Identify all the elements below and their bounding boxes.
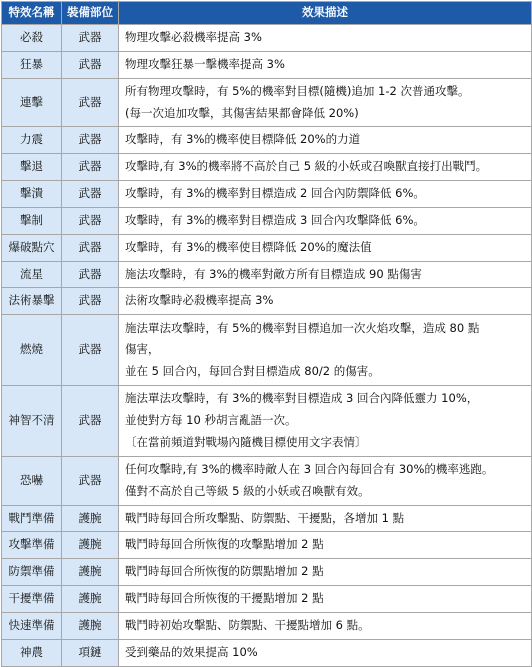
effect-name-cell: 爆破點穴	[2, 234, 62, 261]
equip-slot-cell: 武器	[62, 25, 119, 52]
effect-description-line: 物理攻擊狂暴一擊機率提高 3%	[125, 56, 285, 71]
effect-name-cell: 流星	[2, 261, 62, 288]
effect-description-line: 施法單法攻擊時，有 5%的機率對目標追加一次火焰攻擊，造成 80 點	[125, 320, 480, 335]
effect-name-cell: 擊退	[2, 154, 62, 181]
table-row	[2, 25, 532, 52]
effect-description-line: 攻擊時，有 3%的機率使目標降低 20%的力道	[125, 132, 361, 147]
effect-description-line: 攻擊時，有 3%的機率對目標造成 3 回合內攻擊降低 6%。	[125, 212, 425, 227]
equip-slot-cell: 護腕	[62, 612, 119, 639]
effect-description-cell	[119, 456, 532, 505]
equip-slot-cell: 武器	[62, 207, 119, 234]
equip-slot-cell: 護腕	[62, 505, 119, 532]
table-row	[2, 315, 532, 386]
effect-description-cell	[119, 78, 532, 127]
effect-description-cell	[119, 25, 532, 52]
table-row	[2, 386, 532, 457]
effect-description-cell	[119, 612, 532, 639]
table-row	[2, 505, 532, 532]
effect-description-cell	[119, 51, 532, 78]
table-row	[2, 559, 532, 586]
effect-description-cell	[119, 639, 532, 666]
effect-name-cell: 狂暴	[2, 51, 62, 78]
table-row	[2, 639, 532, 666]
effect-name-cell: 擊潰	[2, 181, 62, 208]
equip-slot-cell: 武器	[62, 78, 119, 127]
effect-description-cell	[119, 181, 532, 208]
effect-name-cell: 干擾準備	[2, 586, 62, 613]
equip-slot-cell: 武器	[62, 456, 119, 505]
effect-description-line: 僅對不高於自己等級 5 級的小妖或召喚獸有效。	[125, 483, 370, 498]
effect-description-line: 攻擊時,有 3%的機率將不高於自己 5 級的小妖或召喚獸直接打出戰鬥。	[125, 159, 488, 174]
table-row	[2, 127, 532, 154]
effect-description-cell	[119, 154, 532, 181]
effect-description-line: 施法攻擊時，有 3%的機率對敵方所有目標造成 90 點傷害	[125, 266, 422, 281]
table-row	[2, 51, 532, 78]
effects-table	[1, 1, 532, 667]
effect-description-cell	[119, 315, 532, 386]
effect-description-cell	[119, 559, 532, 586]
effect-description-cell	[119, 505, 532, 532]
effect-name-cell: 力震	[2, 127, 62, 154]
effect-description-line: 戰鬥時初始攻擊點、防禦點、干擾點增加 6 點。	[125, 617, 370, 632]
effect-description-cell	[119, 288, 532, 315]
table-row	[2, 456, 532, 505]
effect-description-line: 並使對方每 10 秒胡言亂語一次。	[125, 413, 297, 428]
effect-description-line: 物理攻擊必殺機率提高 3%	[125, 30, 262, 44]
effect-name-cell: 恐嚇	[2, 456, 62, 505]
equip-slot-cell: 武器	[62, 261, 119, 288]
effects-table-body	[2, 25, 532, 667]
effect-description-line: 戰鬥時每回合所恢復的干擾點增加 2 點	[125, 591, 324, 606]
effect-description-line: 〔在當前頻道對戰場內隨機目標使用文字表情〕	[125, 434, 367, 449]
effect-name-cell: 必殺	[2, 25, 62, 52]
effect-description-line: 受到藥品的效果提高 10%	[125, 644, 258, 659]
equip-slot-cell: 武器	[62, 154, 119, 181]
effect-name-cell: 戰鬥準備	[2, 505, 62, 532]
effect-name-cell: 連擊	[2, 78, 62, 127]
table-row	[2, 532, 532, 559]
effect-description-line: 攻擊時，有 3%的機率使目標降低 20%的魔法值	[125, 239, 372, 254]
effect-name-cell: 攻擊準備	[2, 532, 62, 559]
header-effect-description: 效果描述	[119, 2, 532, 25]
effect-description-line: 施法單法攻擊時，有 3%的機率對目標造成 3 回合內降低靈力 10%，	[125, 391, 479, 406]
header-equip-slot: 裝備部位	[62, 2, 119, 25]
table-row	[2, 154, 532, 181]
effect-name-cell: 神智不清	[2, 386, 62, 457]
effect-description-cell	[119, 386, 532, 457]
table-row	[2, 612, 532, 639]
effect-description-line: 傷害，	[125, 342, 160, 357]
equip-slot-cell: 武器	[62, 315, 119, 386]
header-row	[2, 2, 532, 25]
equip-slot-cell: 武器	[62, 51, 119, 78]
effect-description-line: 戰鬥時每回合所恢復的防禦點增加 2 點	[125, 564, 324, 579]
equip-slot-cell: 護腕	[62, 532, 119, 559]
effect-description-line: 攻擊時，有 3%的機率對目標造成 2 回合內防禦降低 6%。	[125, 186, 425, 201]
effect-description-line: 任何攻擊時,有 3%的機率時敵人在 3 回合內每回合有 30%的機率逃跑。	[125, 461, 494, 476]
effect-name-cell: 神農	[2, 639, 62, 666]
header-effect-name: 特效名稱	[2, 2, 62, 25]
effect-description-line: (每一次追加攻擊，其傷害結果都會降低 20%)	[125, 105, 359, 120]
table-row	[2, 234, 532, 261]
effect-description-line: 戰鬥時每回合所恢復的攻擊點增加 2 點	[125, 537, 324, 552]
equip-slot-cell: 武器	[62, 181, 119, 208]
effect-description-cell	[119, 261, 532, 288]
equip-slot-cell: 武器	[62, 127, 119, 154]
effect-description-cell	[119, 586, 532, 613]
table-row	[2, 586, 532, 613]
table-row	[2, 181, 532, 208]
effect-description-cell	[119, 207, 532, 234]
equip-slot-cell: 護腕	[62, 559, 119, 586]
effect-description-cell	[119, 234, 532, 261]
table-row	[2, 78, 532, 127]
equip-slot-cell: 武器	[62, 234, 119, 261]
effect-description-line: 法術攻擊時必殺機率提高 3%	[125, 293, 274, 308]
table-row	[2, 261, 532, 288]
effect-name-cell: 快速準備	[2, 612, 62, 639]
table-row	[2, 288, 532, 315]
effect-description-line: 並在 5 回合內，每回合對目標造成 80/2 的傷害。	[125, 364, 380, 379]
equip-slot-cell: 護腕	[62, 586, 119, 613]
effect-name-cell: 法術暴擊	[2, 288, 62, 315]
effect-description-line: 戰鬥時每回合所攻擊點、防禦點、干擾點，各增加 1 點	[125, 510, 405, 525]
equip-slot-cell: 武器	[62, 288, 119, 315]
effect-description-cell	[119, 532, 532, 559]
effect-description-line: 所有物理攻擊時，有 5%的機率對目標(隨機)追加 1-2 次普通攻擊。	[125, 83, 470, 98]
effect-name-cell: 防禦準備	[2, 559, 62, 586]
equip-slot-cell: 項鏈	[62, 639, 119, 666]
effect-name-cell: 燃燒	[2, 315, 62, 386]
table-row	[2, 207, 532, 234]
equip-slot-cell: 武器	[62, 386, 119, 457]
effect-description-cell	[119, 127, 532, 154]
effect-name-cell: 擊制	[2, 207, 62, 234]
